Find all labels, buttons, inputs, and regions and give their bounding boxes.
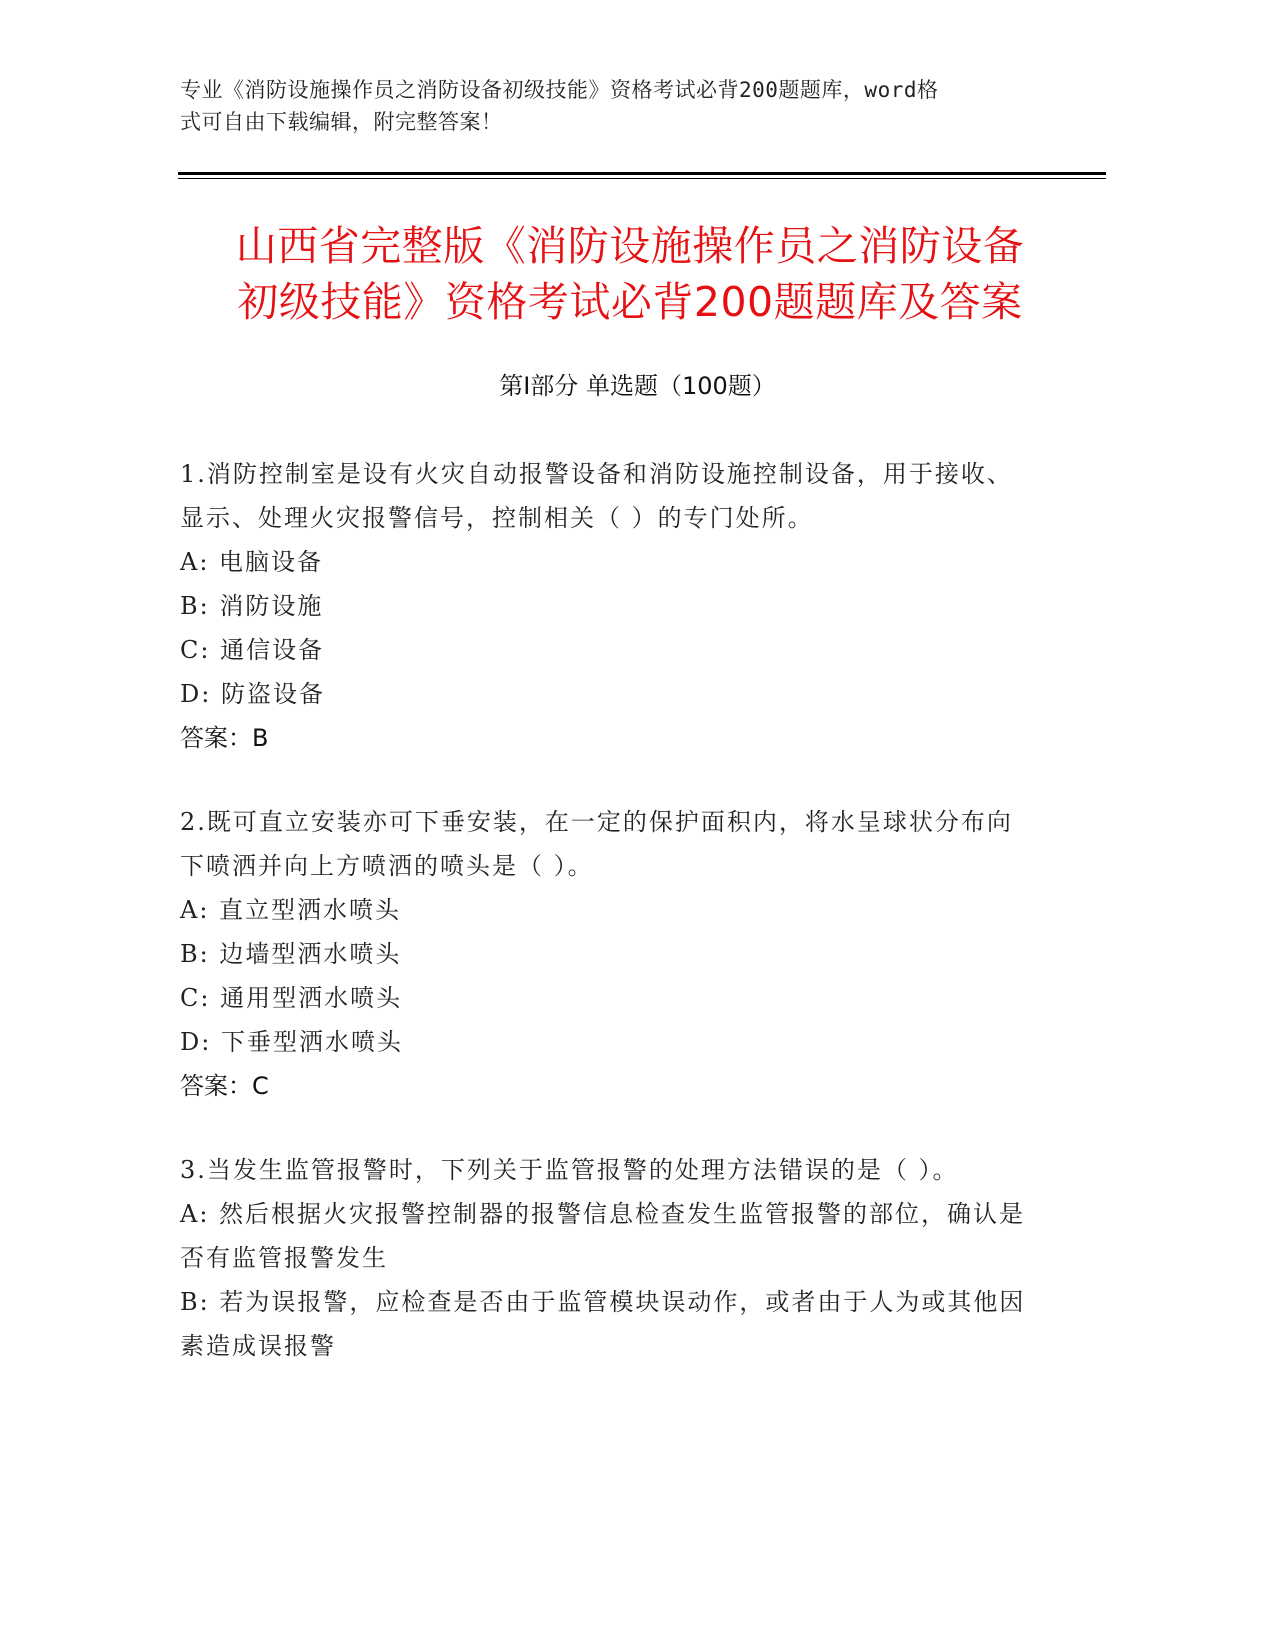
option-a: A: 直立型洒水喷头	[180, 896, 402, 924]
option-d: D: 下垂型洒水喷头	[180, 1028, 403, 1056]
header-note-line-1: 专业《消防设施操作员之消防设备初级技能》资格考试必背200题题库，word格	[180, 78, 939, 102]
header-divider-thick	[178, 172, 1106, 175]
answer-label: 答案：C	[180, 1072, 269, 1100]
option-c: C: 通信设备	[180, 636, 325, 664]
question-stem: 2.既可直立安装亦可下垂安装，在一定的保护面积内，将水呈球状分布向下喷洒并向上方喷洒的喷头是（ ）。	[180, 808, 1013, 880]
header-divider-thin	[178, 178, 1106, 179]
option-b: B: 消防设施	[180, 592, 324, 620]
section-title: 第Ⅰ部分 单选题（100题）	[499, 372, 776, 400]
option-d: D: 防盗设备	[180, 680, 325, 708]
option-b: B: 边墙型洒水喷头	[180, 940, 402, 968]
option-b: B: 若为误报警，应检查是否由于监管模块误动作，或者由于人为或其他因素造成误报警	[180, 1288, 1026, 1360]
question-list	[180, 452, 1030, 1408]
document-title-line-1: 山西省完整版《消防设施操作员之消防设备	[235, 222, 1025, 270]
header-note-line-2: 式可自由下载编辑，附完整答案！	[180, 110, 503, 134]
option-c: C: 通用型洒水喷头	[180, 984, 403, 1012]
question-3	[180, 1148, 1030, 1368]
question-stem: 1.消防控制室是设有火灾自动报警设备和消防设施控制设备，用于接收、显示、处理火灾报警信号，控制相关（ ）的专门处所。	[180, 460, 1013, 532]
question-stem: 3.当发生监管报警时，下列关于监管报警的处理方法错误的是（ ）。	[180, 1156, 959, 1184]
header-note	[180, 74, 1060, 138]
question-2	[180, 800, 1030, 1108]
document-title-line-2: 初级技能》资格考试必背200题题库及答案	[237, 278, 1023, 326]
answer-label: 答案：B	[180, 724, 269, 752]
option-a: A: 电脑设备	[180, 548, 324, 576]
option-a: A: 然后根据火灾报警控制器的报警信息检查发生监管报警的部位，确认是否有监管报警发生	[180, 1200, 1026, 1272]
document-title	[180, 218, 1080, 330]
question-1	[180, 452, 1030, 760]
